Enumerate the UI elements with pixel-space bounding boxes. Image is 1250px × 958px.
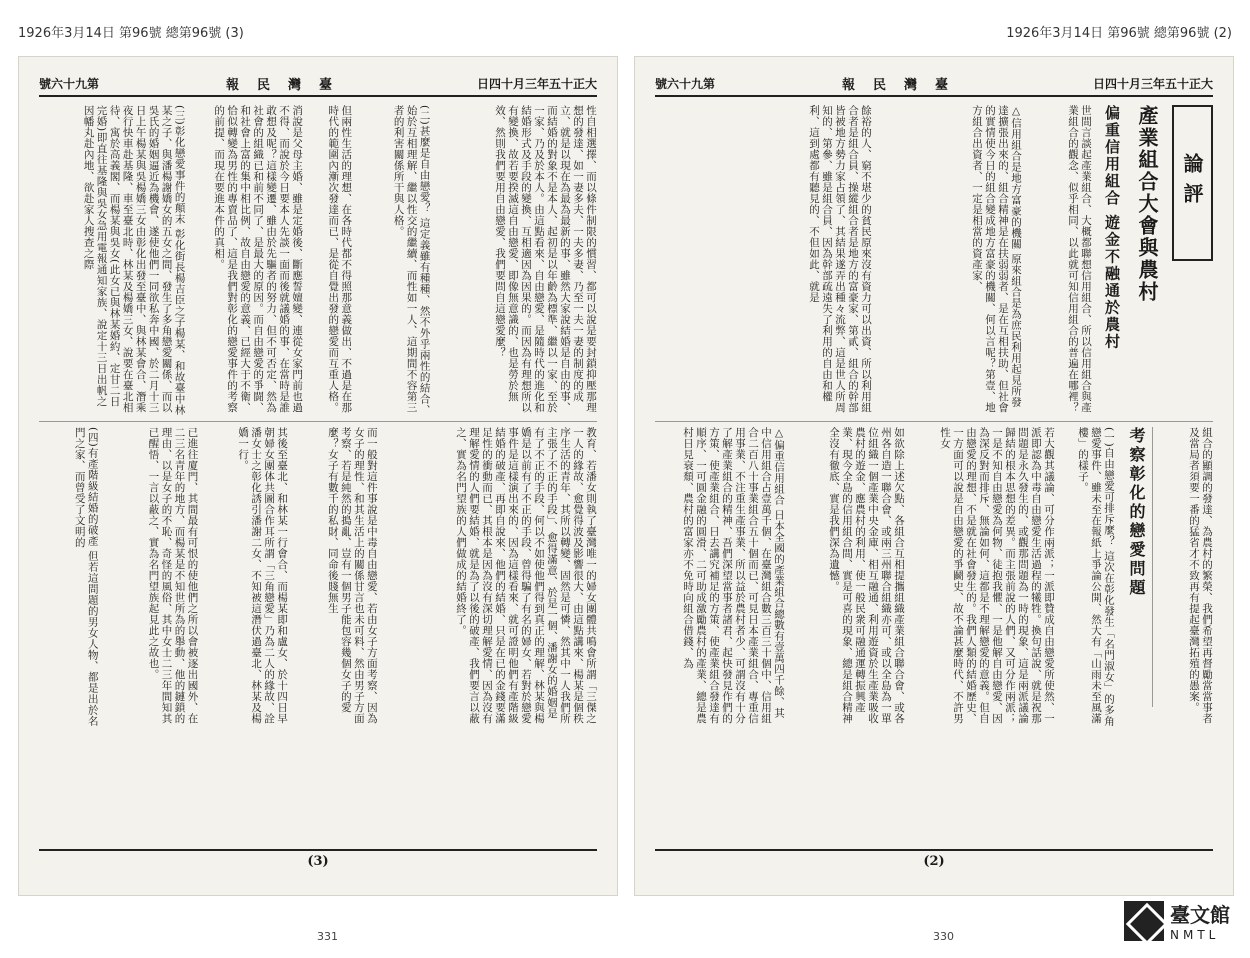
text-column: 組合的顯調的發達、為農村的繁榮、我們希望再督勵當當事者及當局者須要一番的猛省才不致再有提起臺灣拓殖的愚案。 [1188, 427, 1213, 724]
bottom-band [655, 427, 1213, 727]
page-body [39, 105, 597, 835]
text-column: (一)自由戀愛可排斥麼？ 這次在彰化發生「名門淑女」的多角戀愛事件、雖未至在報紙上爭論公開、然大有「山雨未至風滿樓」的樣子。 [1077, 427, 1115, 727]
text-column: 餘裕的人、窮不堪少的貧民原來沒有資力可以出資、所以利用組合者是組合員、操縱組合者是地方的富豪家、第貳、組合的幹部皆被地方勢力家占領了、其結果遂弄出種々流弊、這是世人所周知的、第參、雖是組合員、因為幹部疏遠失了利用的自由和權利、這到處都有聽見的、不但如此、就是 [808, 105, 872, 413]
masthead-date: 日四十月三年五十正大 [1092, 76, 1213, 91]
scan-page-number-left: 331 [317, 930, 338, 943]
nmtl-logo-mark-icon [1124, 901, 1164, 941]
text-column: (三)彰化戀愛事件的顛末 彰化街長楊吉臣之子楊某、和故臺中林某之子、與潘楊謝嬌女的五女之間、發生了多角戀愛關係、而以吳氏的婚姻逼近為機會、遂使他們一同欲私奔中國、於二月十三日上午楊某與吳楊嬌三女由彰化出發至臺中、與林某會合、潛乘夜行快車赴基隆、車至臺北時、林某及楊嬌三女、說要在臺北相待、寓於高義閣、而楊某與吳女(此女已與林某婚約、定甘二日完婚)即直往基隆與吳女急用電報通知家族、說定十三日出帆之因幡丸赴內地、欲赴家人搜查之際 [82, 105, 186, 416]
masthead-paper-name: 報民灣臺 [841, 77, 966, 93]
scan-page-number-right: 330 [933, 930, 954, 943]
newspaper-page-3 [18, 56, 618, 896]
masthead-issue: 號六十九第 [655, 76, 716, 91]
text-column: 若大觀其議論、可分作兩派；一派即贊成自由戀愛所使然、一派即認為中毒自由戀愛生活過程的犧牲。換句話說、就是祝那問題是永久發生的、或觀那問題為一時的現象、這是兩派議論歸結的根本思想的差異。而主張前說的人們、又可分作兩派；一是不知自由戀愛為何物、徒抱我懼、一是他解自由戀愛、因為深反對而排斥、無論如何、這都是不理解戀愛的意義。但自由戀愛的理想、不是就在社會發生的。我們人類的結婚歷史、一方面可以說是自由戀愛的爭鬬史、故不論甚麼時代、不許男性女 [939, 427, 1055, 724]
masthead-date: 日四十月三年五十正大 [476, 76, 597, 91]
text-column: 消說是父母主婚、雖是定婚後、斷應誓嬗變、連從女家門前也過不得、而說於今日要本人先談一面而後就議婚的事、在當時是誰敢想及呢？這樣變遷、雖由於先驅者的努力、但不可否定、然為社會的組織已和前不同了、是最大的原因。而自由戀愛的爭闘、和社會上富的集中相比例、故自由戀愛的意義、已經大于不衛、恰似轉變為男性的專賣品了、這是我們對彰化的戀愛事件的考察的前提、而現在要進本件的真相。 [213, 105, 304, 413]
logo-text-cn: 臺文館 [1170, 903, 1230, 927]
scan-header-right: 1926年3月14日 第96號 總第96號 (2) [1006, 26, 1232, 41]
masthead [655, 71, 1213, 97]
footer-rule [39, 849, 597, 851]
bottom-band [39, 427, 597, 727]
logo-text-en: NMTL [1170, 928, 1220, 942]
article-subtitle: 偏重信用組合 遊金不融通於農村 [1103, 105, 1121, 351]
editorial-label-box: 論評 [1172, 105, 1213, 261]
text-column: 世間言談起產業組合、大概都聯想信用組合、所以信用組合與產業組合的觀念、似乎相同、以此就可知信用組合的普遍在哪裡？ [1067, 105, 1092, 413]
text-column: △偏重信用組合 日本全國的產業組合總數有壹萬四千餘、其中信用組合占壹萬千個、在臺灣組合數三百三十個中、信用組合二百八十事業組合五十個而已、可見日本產業組合、專重信用事業、不注重生產事業、所以益於農村者少、可謂沒有十分了解產業組合的精神、吾們深望當事者諸君、起快發見作們的方策、使產業組合、日去講究補足的方策、使產業組合發達有順序、一可圓金融的圓滑、二可助成激勵農村的產業、總是農村日見衰頹、農村的富家亦不免時向組合借錢、為 [682, 427, 785, 724]
text-column: 已進往廈門、其間最有可恨的使他們之所以會被逐出國外、在二三名青年的地方、而楊某是不知世所為的舉動、他的鏈鎖的理由、以是女子的不恥、奇怪的風俗、其中女士二三年間知其已醒悟、一言以蔽之、實為名門望族起見此之故也。 [147, 427, 199, 724]
text-column: (四)有產階級結婚的破產 但若這問題的男女人物、都是出於名門之家、而曾受了文明的 [73, 427, 99, 727]
top-band [39, 105, 597, 417]
page-number: (3) [307, 854, 329, 869]
masthead [39, 71, 597, 97]
text-column: 而一般對這件事說是中毒自由戀愛、若由女子方面考察、因為女子的理性、和其生活上的關係甘言也未可料、然由男子方面考察、若是純然的搗亂、豈有一個男子能包容幾個女子的愛麼？女子有數千的私財、同命後賤無生 [326, 427, 378, 724]
band-divider [39, 421, 597, 422]
text-column: 其後至臺北、和林某一行會合、而楊某即和盧女、於十四日早朝婦女團体共圖合作耳所謂「三角戀愛」乃為二人的緣故、詮潘女士之彰化誘引潘謝二女、不知被這潛伏過臺北、林某及楊嬌一行。 [237, 427, 289, 724]
top-band [655, 105, 1213, 417]
band-divider [655, 421, 1213, 422]
text-column: △信用組合是地方富豪的機關 原來組合是為庶民利用起見所發達擴張出來的、組合精神是在扶弱弱者、是在互相扶助、但社會的實情使今日的組合變成地方富豪的機關、何以言呢？第壹、地方組合出資者、一定是相當的資產家、 [971, 105, 1022, 413]
footer-rule [655, 849, 1213, 851]
nmtl-logo [1124, 899, 1230, 942]
page-number: (2) [923, 854, 945, 869]
text-column: 如欲除上述欠點、各組合互相提攜組織產業組合聯合會、或各州各自造一聯合會、或兩三州聯合組織亦可、或以全島為一單位組織一個產業中央金庫、相互融通、利用遊資於生產業吸收農村的遊金、應農村的利用、使一般民衆可融通運轉振興產業、現今全島的信用組合間、實是可喜的現象、總是組合精神全沒有徹底、實是我們深為遺憾。 [828, 427, 905, 724]
newspaper-page-2 [634, 56, 1234, 896]
text-column: (二)甚麼是自由戀愛？ 這定義雖有種種、然不外乎兩性的結合、始於互相理解、繼以性交的繼續、而性如一人、這期間不容第三者的利害關係所干與人格。 [392, 105, 431, 416]
text-column: 但兩性生活的理想、在各時代都不得照那意義做出、不過是在那時代的範圍內漸次發達而已、是從自覺出發的戀愛而互重人格。 [327, 105, 353, 413]
text-column: 教育、若潘女則執了臺灣唯一的婦女團體共鳴會所謂「三傑之一人的緣故、愈覺得波及影響很大、由這點講來、楊某是個秩序生活的青年、其所以轉變、固然是可憐、然其中一人我們所主張了不正的手段」、愈得滿意、於是一個、潘謝女的婚姻是有了不正的手段、何以不如使他們得到真正的理解、林某與楊嬌是以前有了不正的手段、曾得騙了有名的婦女、若對於戀愛事件是這樣演出來的、因為這樣看來、就可證明他們有產階級結婚的破產、再即自說來、他們的結婚、只是在已的金錢要滿足性的衝動而已、其根本是因為沒有深切理解愛情、因為沒有理解愛情的人們要結婚、就是為了以後的破產、我們要言以蔽之、實為名門望族的人們做成的結婚終了。 [455, 427, 597, 724]
section-title: 考察彰化的戀愛問題 [1125, 427, 1153, 707]
masthead-issue: 號六十九第 [39, 76, 100, 91]
article-title: 產業組合大會與農村 [1135, 105, 1159, 303]
scan-header-left: 1926年3月14日 第96號 總第96號 (3) [18, 26, 244, 41]
masthead-paper-name: 報民灣臺 [225, 77, 350, 93]
page-body [655, 105, 1213, 835]
text-column: 性自相選擇、而以條件制限的慣習、都可以說是要封鎖抑壓那理想的發達、如一妻多夫、一夫多妻、乃至一夫一妻的制度的成立、就是以現在為最為最新的事、雖然大家說結婚是自由的事、而結婚的對象不是本人、起初是以年齡為標準、繼以一家、至於一家、乃及於本人。由這點看來、自由戀愛、是隨時代的進化和結婚形式及手段的變換、互相適因為因果的。而因為有理想所以有變換、故若要揆滅這自由戀愛、即像無意識的、也是勞於無效、然則我們要用自由戀愛、我們要問自這戀愛麼？ [494, 105, 597, 413]
